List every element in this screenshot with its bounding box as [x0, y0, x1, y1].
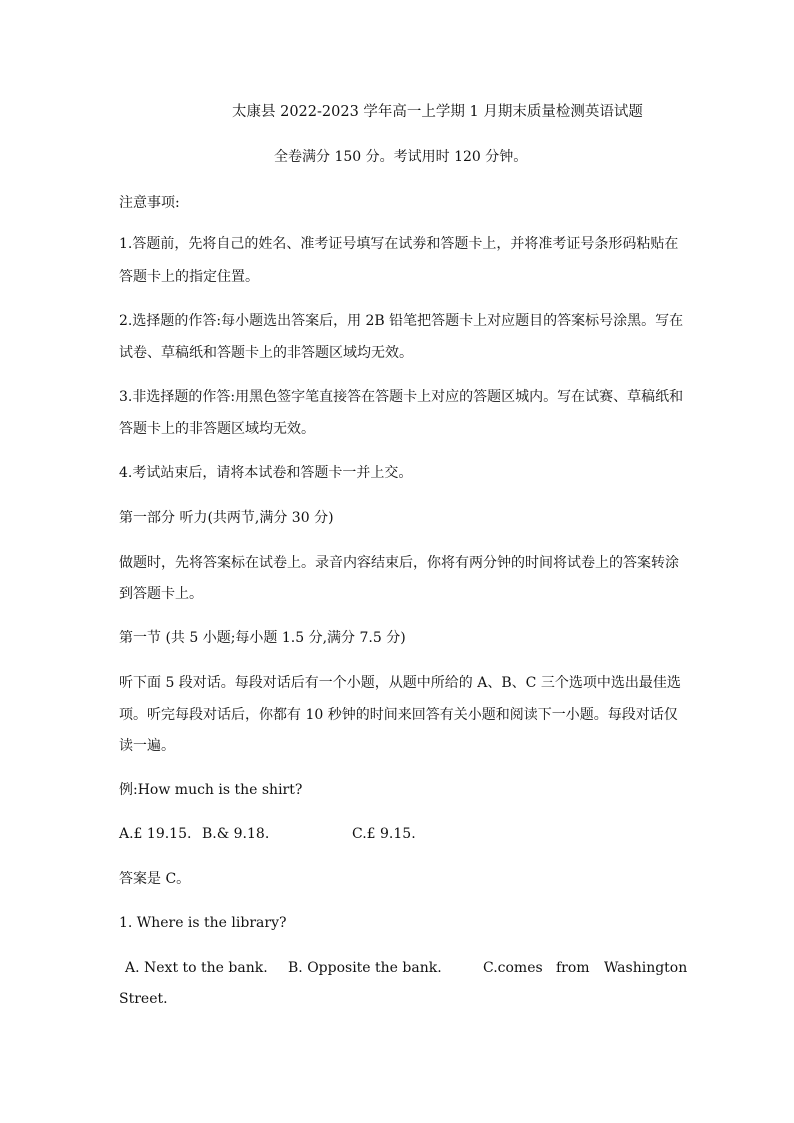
part1-instruction: 到答题卡上。 — [119, 586, 203, 602]
section1-instruction: 听下面 5 段对话。每段对话后有一个小题，从题中所给的 A、B、C 三个选项中选出最佳选 — [119, 675, 681, 691]
notice-line: 答题卡上的指定住置。 — [119, 269, 259, 285]
part1-heading: 第一部分 听力(共两节,满分 30 分) — [119, 510, 334, 526]
q1-option-c-continuation: Street. — [119, 991, 168, 1007]
q1-option-b: B. Opposite the bank. — [288, 960, 442, 976]
section1-instruction: 读一遍。 — [119, 738, 175, 754]
q1-option-c-word: from — [556, 960, 590, 976]
q1-option-c-word: Washington — [604, 960, 688, 976]
notice-line: 1.答题前，先将自己的姓名、准考证号填写在试劵和答题卡上，并将准考证号条形码粘贴在 — [119, 236, 679, 252]
notice-line: 4.考试站束后，请将本试卷和答题卡一并上交。 — [119, 465, 413, 481]
notice-line: 3.非选择题的作答:用黑色签字笔直接答在答题卡上对应的答题区城内。写在试赛、草稿纸和 — [119, 389, 684, 405]
notice-line: 试卷、草稿纸和答题卡上的非答题区域均无效。 — [119, 345, 413, 361]
question-1: 1. Where is the library? — [119, 915, 287, 931]
example-question: 例:How much is the shirt? — [119, 782, 303, 798]
example-option-b: B.& 9.18. — [202, 826, 270, 842]
part1-instruction: 做题时，先将答案标在试卷上。录音内容结束后，你将有两分钟的时间将试卷上的答案转涂 — [119, 555, 679, 571]
subtitle: 全卷满分 150 分。考试用时 120 分钟。 — [274, 149, 528, 165]
notice-line: 答题卡上的非答题区域均无效。 — [119, 421, 315, 437]
section1-instruction: 项。听完每段对话后，你都有 10 秒钟的时间来回答有关小题和阅读下一小题。每段对话仅 — [119, 707, 678, 723]
example-option-c: C.£ 9.15. — [352, 826, 416, 842]
q1-option-a: A. Next to the bank. — [125, 960, 268, 976]
notice-line: 2.选择题的作答:每小题选出答案后，用 2B 铅笔把答题卡上对应题目的答案标号涂黑。写在 — [119, 313, 684, 329]
title: 太康县 2022-2023 学年高一上学期 1 月期末质量检测英语试题 — [232, 104, 643, 120]
section1-heading: 第一节 (共 5 小题;每小题 1.5 分,满分 7.5 分) — [119, 630, 406, 646]
q1-option-c-word: C.comes — [483, 960, 543, 976]
example-option-a: A.£ 19.15. — [119, 826, 192, 842]
example-answer: 答案是 C。 — [119, 871, 191, 887]
notice-heading: 注意事项: — [119, 195, 180, 211]
